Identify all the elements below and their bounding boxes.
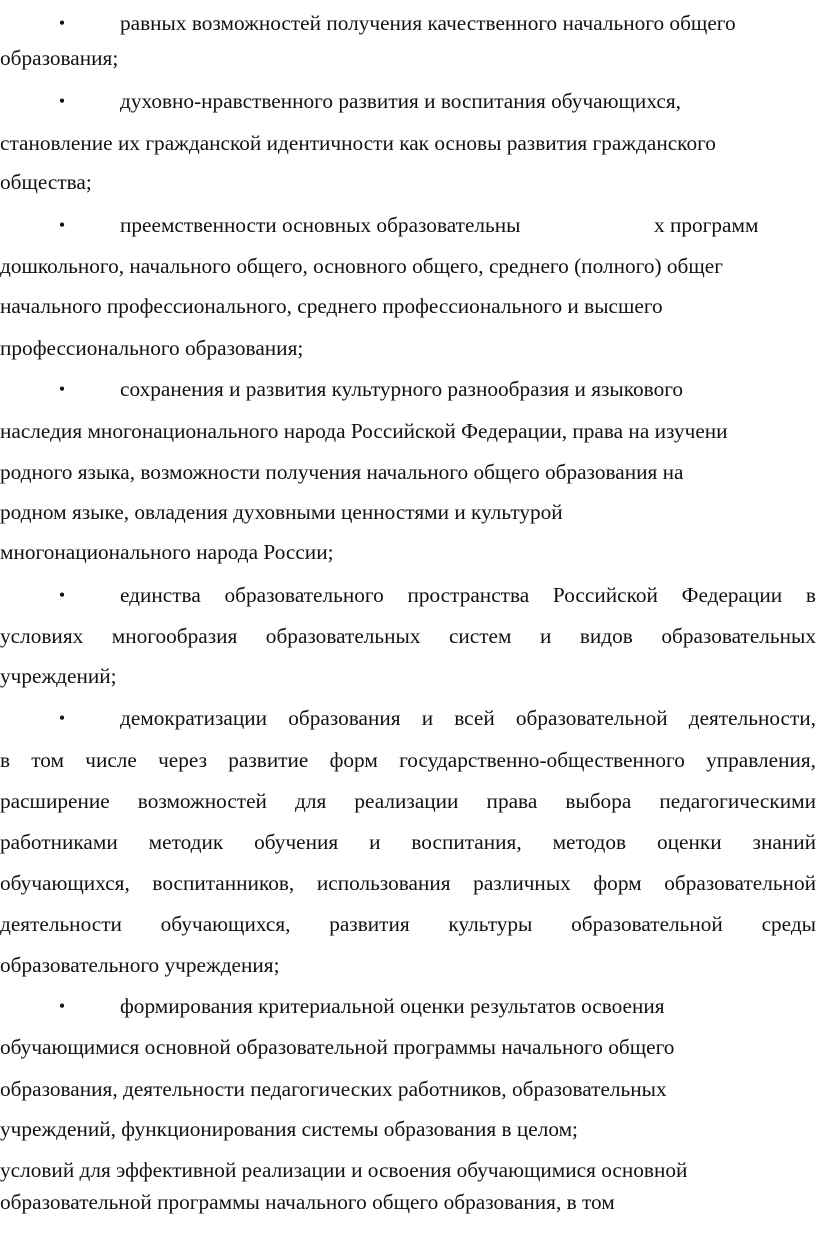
list-item-line: общества;: [0, 170, 92, 194]
bullet-icon: •: [58, 13, 66, 33]
bullet-icon: •: [58, 215, 66, 235]
list-item-line: обучающихся, воспитанников, использования различных форм образовательной: [0, 871, 816, 895]
list-item-line: расширение возможностей для реализации права выбора педагогическими: [0, 789, 816, 813]
list-item-line: профессионального образования;: [0, 336, 304, 360]
bullet-icon: •: [58, 996, 66, 1016]
list-item-line: х программ: [654, 213, 759, 237]
list-item-line: равных возможностей получения качественного начального общего: [120, 11, 736, 35]
list-item-line: учреждений, функционирования системы образования в целом;: [0, 1117, 578, 1141]
list-item-line: начального профессионального, среднего профессионального и высшего: [0, 294, 663, 318]
list-item-line: образовательного учреждения;: [0, 953, 280, 977]
list-item-line: становление их гражданской идентичности как основы развития гражданского: [0, 131, 716, 155]
bullet-icon: •: [58, 91, 66, 111]
list-item-line: демократизации образования и всей образовательной деятельности,: [120, 706, 816, 730]
list-item-line: обучающимися основной образовательной программы начального общего: [0, 1035, 675, 1059]
list-item-line: условиях многообразия образовательных систем и видов образовательных: [0, 624, 816, 648]
bullet-icon: •: [58, 379, 66, 399]
list-item-line: сохранения и развития культурного разнообразия и языкового: [120, 377, 684, 401]
list-item-line: духовно-нравственного развития и воспитания обучающихся,: [120, 89, 681, 113]
list-item-line: работниками методик обучения и воспитания, методов оценки знаний: [0, 830, 816, 854]
list-item-line: преемственности основных образовательны: [120, 213, 521, 237]
bullet-icon: •: [58, 585, 66, 605]
list-item-line: формирования критериальной оценки результатов освоения: [120, 994, 665, 1018]
bullet-icon: •: [58, 708, 66, 728]
list-item-line: деятельности обучающихся, развития культуры образовательной среды: [0, 912, 816, 936]
list-item-line: родного языка, возможности получения начального общего образования на: [0, 460, 684, 484]
list-item-line: учреждений;: [0, 664, 117, 688]
paragraph-line: образовательной программы начального общего образования, в том: [0, 1190, 615, 1214]
list-item-line: родном языке, овладения духовными ценностями и культурой: [0, 500, 563, 524]
list-item-line: в том числе через развитие форм государственно-общественного управления,: [0, 748, 816, 772]
list-item-line: многонационального народа России;: [0, 540, 334, 564]
list-item-line: образования;: [0, 46, 119, 70]
list-item-line: образования, деятельности педагогических работников, образовательных: [0, 1077, 667, 1101]
list-item-line: дошкольного, начального общего, основного общего, среднего (полного) общег: [0, 254, 723, 278]
list-item-line: единства образовательного пространства Российской Федерации в: [120, 583, 816, 607]
list-item-line: наследия многонационального народа Российской Федерации, права на изучени: [0, 419, 728, 443]
paragraph-line: условий для эффективной реализации и освоения обучающимися основной: [0, 1158, 688, 1182]
